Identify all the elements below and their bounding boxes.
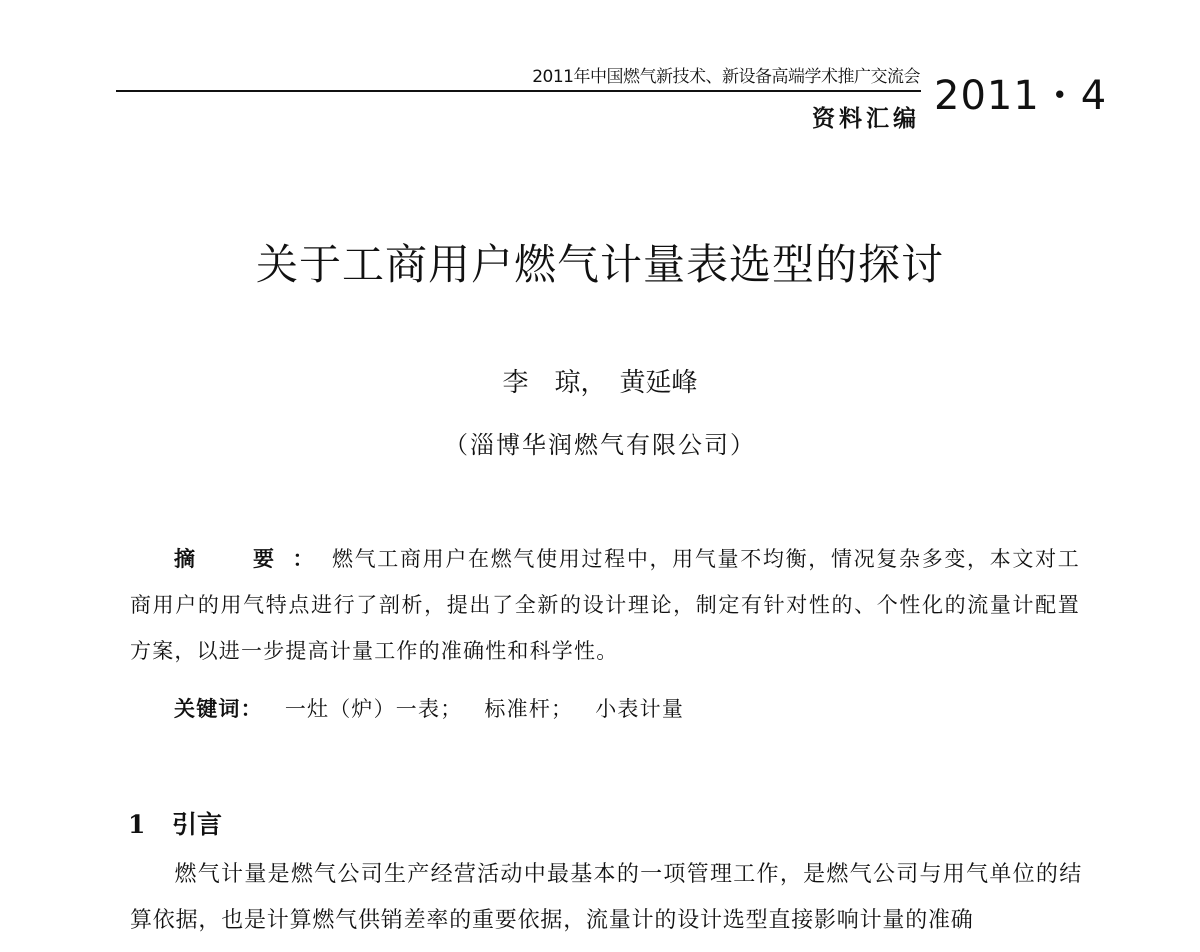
section-number: 1	[128, 810, 146, 839]
paper-title: 关于工商用户燃气计量表选型的探讨	[255, 240, 944, 289]
section-heading	[128, 805, 222, 841]
section-title: 引言	[172, 810, 223, 839]
abstract-label: 摘 要：	[174, 546, 332, 571]
keyword-item: 一灶（炉）一表；	[284, 697, 463, 721]
author-names: 李 琼， 黄延峰	[502, 368, 698, 398]
paragraph-text: 燃气计量是燃气公司生产经营活动中最基本的一项管理工作，是燃气公司与用气单位的结算依据，也是计算燃气供销差率的重要依据，流量计的设计选型直接影响计量的准确	[130, 862, 1082, 933]
header-rule	[116, 90, 921, 92]
issue-number: 2011・4	[934, 73, 1108, 119]
author-affiliation: （淄博华润燃气有限公司）	[444, 431, 756, 459]
keywords-label: 关键词：	[174, 697, 263, 721]
keywords	[174, 693, 684, 723]
abstract-text: 燃气工商用户在燃气使用过程中，用气量不均衡，情况复杂多变，本文对工商用户的用气特点进行了剖析，提出了全新的设计理论，制定有针对性的、个性化的流量计配置方案，以进一步提高计量工作的准确性和科学性。	[130, 547, 1080, 663]
body-paragraph	[130, 852, 1082, 944]
abstract	[130, 536, 1080, 674]
keyword-item: 小表计量	[595, 697, 685, 721]
keyword-item: 标准杆；	[484, 697, 574, 721]
conference-name: 2011年中国燃气新技术、新设备高端学术推广交流会	[532, 67, 920, 87]
compilation-label: 资料汇编	[812, 105, 920, 132]
